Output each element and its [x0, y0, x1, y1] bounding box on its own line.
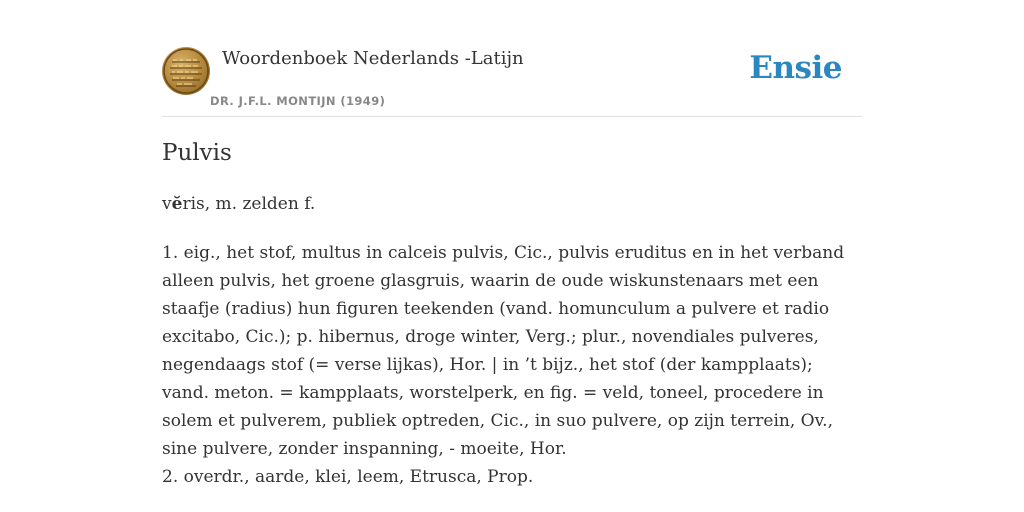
book-logo-icon[interactable]: [162, 47, 210, 95]
coin-inscription-icon: [162, 47, 210, 95]
grammar-line: [162, 194, 315, 214]
grammar-suffix: ris, m. zelden f.: [182, 194, 316, 214]
book-title[interactable]: Woordenboek Nederlands -Latijn: [222, 48, 524, 69]
definition-sense-2: 2. overdr., aarde, klei, leem, Etrusca, Prop.: [162, 467, 534, 487]
ensie-brand-logo[interactable]: Ensie: [749, 50, 842, 86]
definition-body: [162, 239, 862, 491]
grammar-prefix: v: [162, 194, 172, 214]
page-header: [162, 46, 862, 117]
grammar-accent: ĕ: [171, 194, 183, 214]
headword: Pulvis: [162, 140, 232, 166]
definition-sense-1: 1. eig., het stof, multus in calceis pulvis, Cic., pulvis eruditus en in het verband alleen pulvis, het groene glasgruis, waarin de oude wiskunstenaars met een staafje (radius) hun figuren teekenden (vand. homunculum a pulvere et radio excitabo, Cic.); p. hibernus, droge winter, Verg.; plur., novendiales pulveres, negendaags stof (= verse lijkas), Hor. | in ’t bijz., het stof (der kampplaats); vand. meton. = kampplaats, worstelperk, en fig. = veld, toneel, procedere in solem et pulverem, publiek optreden, Cic., in suo pulvere, op zijn terrein, Ov., sine pulvere, zonder inspanning, - moeite, Hor.: [162, 243, 845, 459]
author-line: DR. J.F.L. MONTIJN (1949): [210, 94, 386, 108]
